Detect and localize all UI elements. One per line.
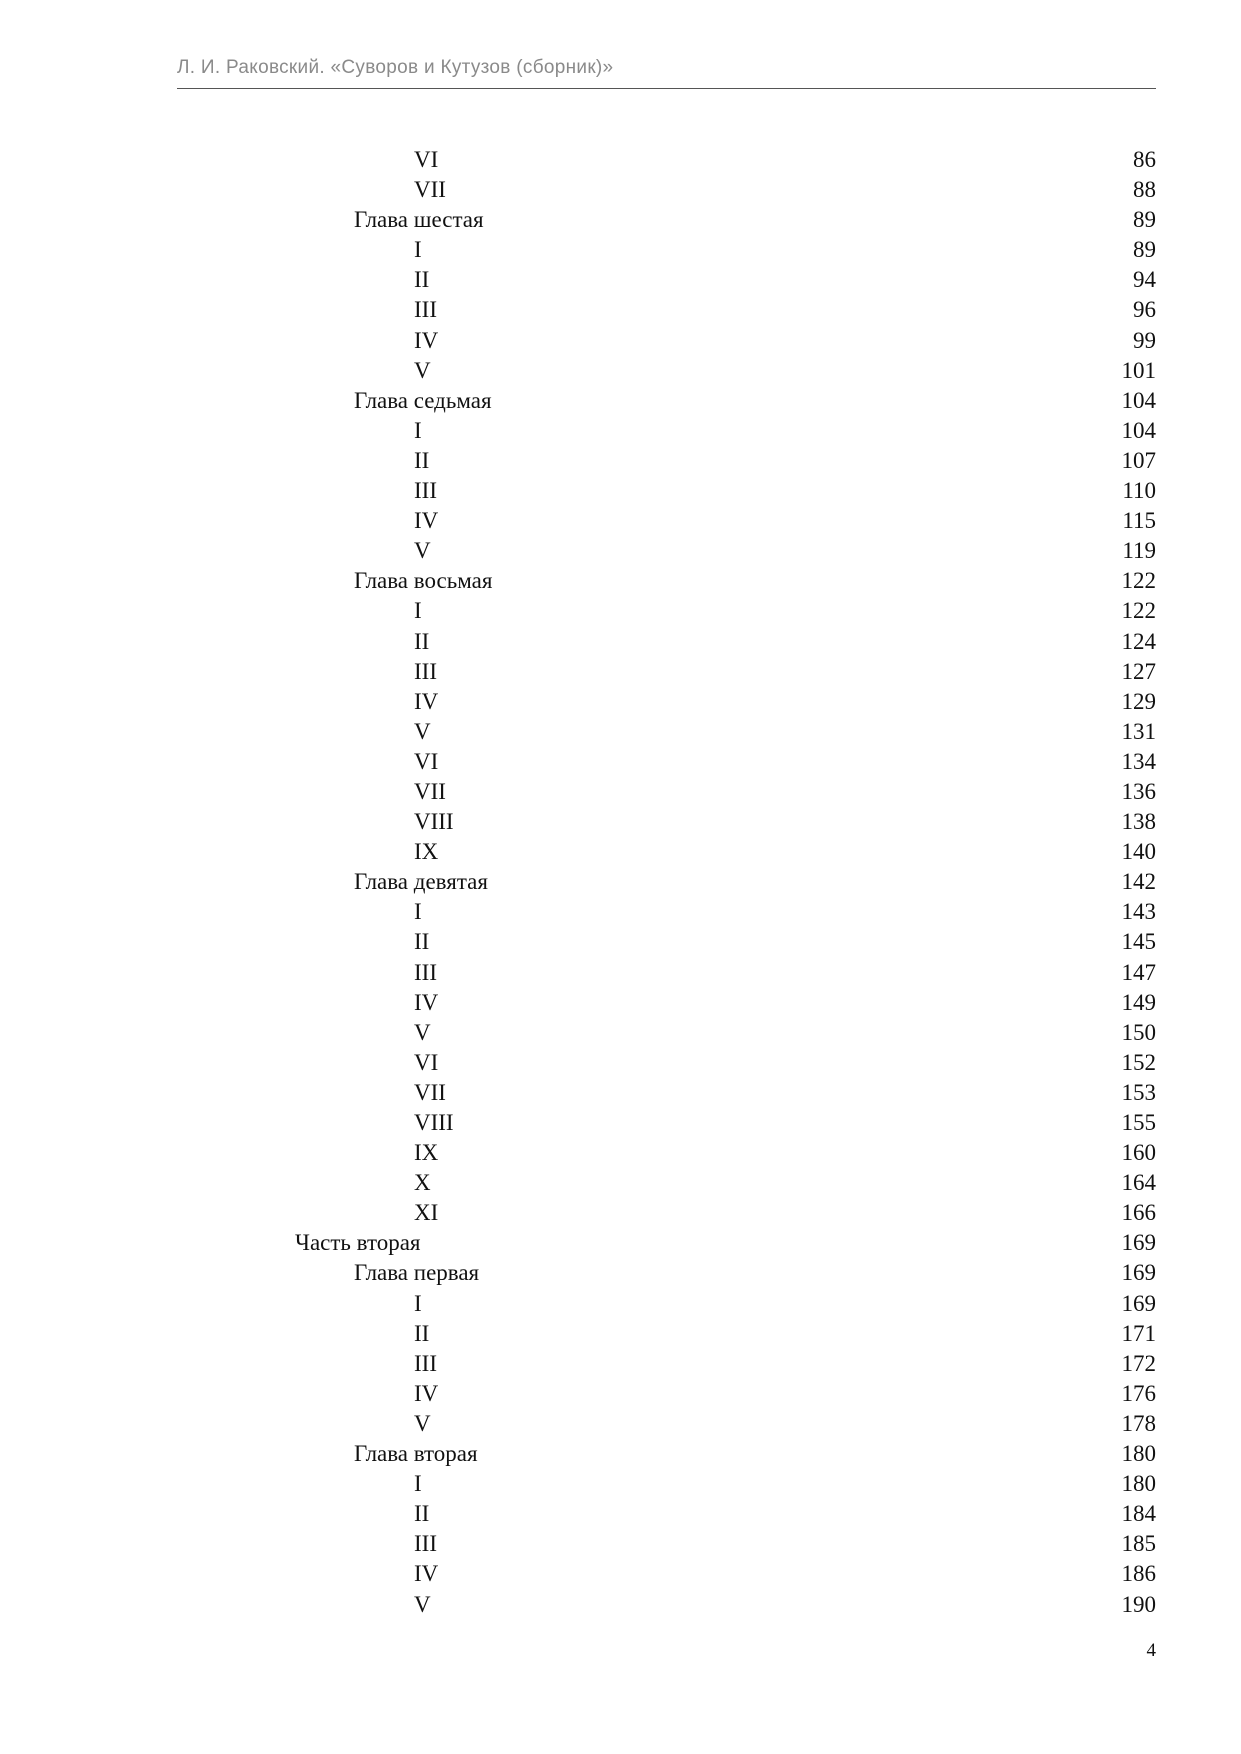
toc-entry[interactable] [177, 145, 1156, 175]
toc-entry-page: 86 [1133, 147, 1156, 172]
toc-entry-page: 122 [1121, 598, 1156, 624]
toc-entry-title: Глава шестая [354, 207, 484, 233]
header-rule [177, 88, 1156, 89]
toc-entry-page: 96 [1133, 297, 1156, 323]
toc-entry[interactable] [177, 657, 1156, 687]
toc-entry-page: 178 [1121, 1410, 1156, 1436]
toc-entry-title: I [414, 417, 422, 443]
toc-entry[interactable] [177, 596, 1156, 626]
toc-entry-page: 169 [1121, 1290, 1156, 1316]
toc-entry-title: Часть вторая [295, 1230, 421, 1256]
toc-entry[interactable] [177, 175, 1156, 205]
toc-entry[interactable] [177, 205, 1156, 235]
toc-entry[interactable] [177, 1439, 1156, 1469]
toc-entry-page: 142 [1121, 869, 1156, 895]
toc-entry-title: V [414, 538, 431, 564]
toc-entry[interactable] [177, 446, 1156, 476]
toc-entry[interactable] [177, 777, 1156, 807]
toc-entry[interactable] [177, 1349, 1156, 1379]
toc-entry-title: I [414, 1290, 422, 1316]
toc-entry-page: 155 [1121, 1110, 1156, 1135]
toc-entry[interactable] [177, 717, 1156, 747]
toc-entry[interactable] [177, 1529, 1156, 1559]
toc-entry[interactable] [177, 1258, 1156, 1288]
toc-entry[interactable] [177, 837, 1156, 867]
toc-entry-page: 160 [1121, 1140, 1156, 1166]
toc-entry-page: 164 [1121, 1170, 1156, 1196]
toc-entry-title: Глава девятая [354, 869, 488, 895]
toc-entry-title: II [414, 1501, 430, 1527]
toc-entry[interactable] [177, 1048, 1156, 1078]
toc-entry[interactable] [177, 747, 1156, 777]
toc-entry-page: 184 [1121, 1501, 1156, 1527]
toc-entry[interactable] [177, 1379, 1156, 1409]
toc-entry-title: IV [414, 508, 439, 534]
toc-entry-title: VI [414, 1049, 439, 1075]
toc-entry-page: 89 [1133, 237, 1156, 263]
toc-entry-page: 190 [1121, 1591, 1156, 1617]
toc-entry-page: 94 [1133, 267, 1156, 293]
toc-entry-title: V [414, 718, 431, 744]
toc-entry[interactable] [177, 1559, 1156, 1589]
toc-entry[interactable] [177, 1138, 1156, 1168]
toc-entry-title: IX [414, 1140, 439, 1166]
toc-entry[interactable] [177, 1289, 1156, 1319]
toc-entry[interactable] [177, 356, 1156, 386]
toc-entry-title: V [414, 357, 431, 383]
toc-entry-page: 152 [1121, 1049, 1156, 1075]
toc-entry-page: 89 [1133, 207, 1156, 233]
toc-entry-page: 129 [1121, 688, 1156, 714]
toc-entry-title: Глава седьмая [354, 387, 492, 413]
toc-entry-title: III [414, 1350, 437, 1376]
toc-entry-page: 131 [1121, 718, 1156, 744]
toc-entry-title: I [414, 237, 422, 263]
toc-entry-title: I [414, 1471, 422, 1497]
toc-entry[interactable] [177, 867, 1156, 897]
toc-entry-page: 149 [1121, 989, 1156, 1015]
toc-entry-page: 134 [1121, 748, 1156, 774]
toc-entry[interactable] [177, 1319, 1156, 1349]
toc-entry-page: 153 [1121, 1079, 1156, 1105]
toc-entry-title: VI [414, 748, 439, 774]
toc-entry-page: 176 [1121, 1380, 1156, 1406]
toc-entry[interactable] [177, 1078, 1156, 1108]
toc-entry[interactable] [177, 1590, 1156, 1620]
toc-entry-page: 147 [1121, 959, 1156, 985]
toc-entry-page: 99 [1133, 327, 1156, 353]
toc-entry-title: III [414, 959, 437, 985]
toc-entry-page: 119 [1122, 538, 1156, 564]
toc-entry-title: III [414, 658, 437, 684]
toc-entry-page: 185 [1121, 1531, 1156, 1557]
toc-entry[interactable] [177, 1228, 1156, 1258]
toc-entry[interactable] [177, 1499, 1156, 1529]
toc-entry[interactable] [177, 265, 1156, 295]
toc-entry-title: II [414, 267, 430, 293]
page-number: 4 [1146, 1640, 1156, 1661]
toc-entry-title: II [414, 929, 430, 955]
toc-entry[interactable] [177, 1168, 1156, 1198]
toc-entry[interactable] [177, 235, 1156, 265]
toc-entry-page: 169 [1121, 1230, 1156, 1256]
toc-entry[interactable] [177, 958, 1156, 988]
toc-entry-title: IV [414, 1380, 439, 1406]
toc-entry-page: 180 [1121, 1471, 1156, 1497]
toc-entry-title: IX [414, 839, 439, 865]
toc-entry-title: IV [414, 688, 439, 714]
toc-entry-page: 124 [1121, 628, 1156, 654]
toc-entry[interactable] [177, 536, 1156, 566]
toc-entry-title: III [414, 1531, 437, 1557]
toc-entry[interactable] [177, 988, 1156, 1018]
toc-entry-page: 171 [1121, 1320, 1156, 1346]
toc-entry-title: VI [414, 147, 439, 172]
toc-entry-page: 169 [1121, 1260, 1156, 1286]
toc-entry-title: VII [414, 177, 446, 203]
toc-entry-page: 143 [1121, 899, 1156, 925]
toc-entry-page: 104 [1121, 387, 1156, 413]
toc-entry-page: 136 [1121, 778, 1156, 804]
toc-entry-title: IV [414, 1561, 439, 1587]
toc-entry[interactable] [177, 1018, 1156, 1048]
toc-entry[interactable] [177, 1409, 1156, 1439]
toc-entry[interactable] [177, 566, 1156, 596]
toc-entry-title: II [414, 1320, 430, 1346]
toc-entry[interactable] [177, 326, 1156, 356]
toc-entry[interactable] [177, 416, 1156, 446]
toc-entry-page: 104 [1121, 417, 1156, 443]
toc-entry[interactable] [177, 927, 1156, 957]
toc-entry-page: 150 [1121, 1019, 1156, 1045]
toc-entry-title: III [414, 478, 437, 504]
toc-entry-title: II [414, 628, 430, 654]
toc-entry-title: I [414, 899, 422, 925]
toc-entry[interactable] [177, 506, 1156, 536]
toc-entry-page: 172 [1121, 1350, 1156, 1376]
toc-entry-page: 145 [1121, 929, 1156, 955]
toc-entry[interactable] [177, 295, 1156, 325]
toc-entry-title: IV [414, 989, 439, 1015]
toc-entry[interactable] [177, 1469, 1156, 1499]
toc-entry[interactable] [177, 897, 1156, 927]
toc-entry[interactable] [177, 627, 1156, 657]
toc-entry-page: 140 [1121, 839, 1156, 865]
toc-entry-page: 115 [1122, 508, 1156, 534]
toc-entry[interactable] [177, 807, 1156, 837]
toc-entry-page: 110 [1122, 478, 1156, 504]
toc-entry-title: V [414, 1410, 431, 1436]
toc-entry-page: 122 [1121, 568, 1156, 594]
toc-entry-title: IV [414, 327, 439, 353]
toc-entry-page: 127 [1121, 658, 1156, 684]
toc-entry-page: 186 [1121, 1561, 1156, 1587]
toc-entry-title: VIII [414, 1110, 454, 1135]
toc-entry-page: 166 [1121, 1200, 1156, 1226]
toc-entry-title: V [414, 1591, 431, 1617]
toc-entry-title: Глава вторая [354, 1441, 478, 1467]
toc-entry-title: III [414, 297, 437, 323]
toc-entry-title: VII [414, 1079, 446, 1105]
toc-entry-title: XI [414, 1200, 439, 1226]
toc-entry-title: Глава восьмая [354, 568, 493, 594]
toc-entry-page: 107 [1121, 447, 1156, 473]
toc-entry-page: 180 [1121, 1441, 1156, 1467]
toc-entry-title: I [414, 598, 422, 624]
toc-entry-title: VII [414, 778, 446, 804]
toc-entry-page: 138 [1121, 809, 1156, 835]
toc-entry-title: X [414, 1170, 431, 1196]
toc-entry[interactable] [177, 386, 1156, 416]
toc-entry-title: Глава первая [354, 1260, 480, 1286]
toc-entry[interactable] [177, 1198, 1156, 1228]
table-of-contents [177, 145, 1156, 1620]
running-header: Л. И. Раковский. «Суворов и Кутузов (сборник)» [177, 57, 614, 78]
toc-entry-page: 88 [1133, 177, 1156, 203]
toc-entry-title: V [414, 1019, 431, 1045]
toc-entry-page: 101 [1121, 357, 1156, 383]
toc-entry[interactable] [177, 476, 1156, 506]
toc-entry-title: II [414, 447, 430, 473]
toc-entry-title: VIII [414, 809, 454, 835]
toc-entry[interactable] [177, 1108, 1156, 1138]
toc-entry[interactable] [177, 687, 1156, 717]
